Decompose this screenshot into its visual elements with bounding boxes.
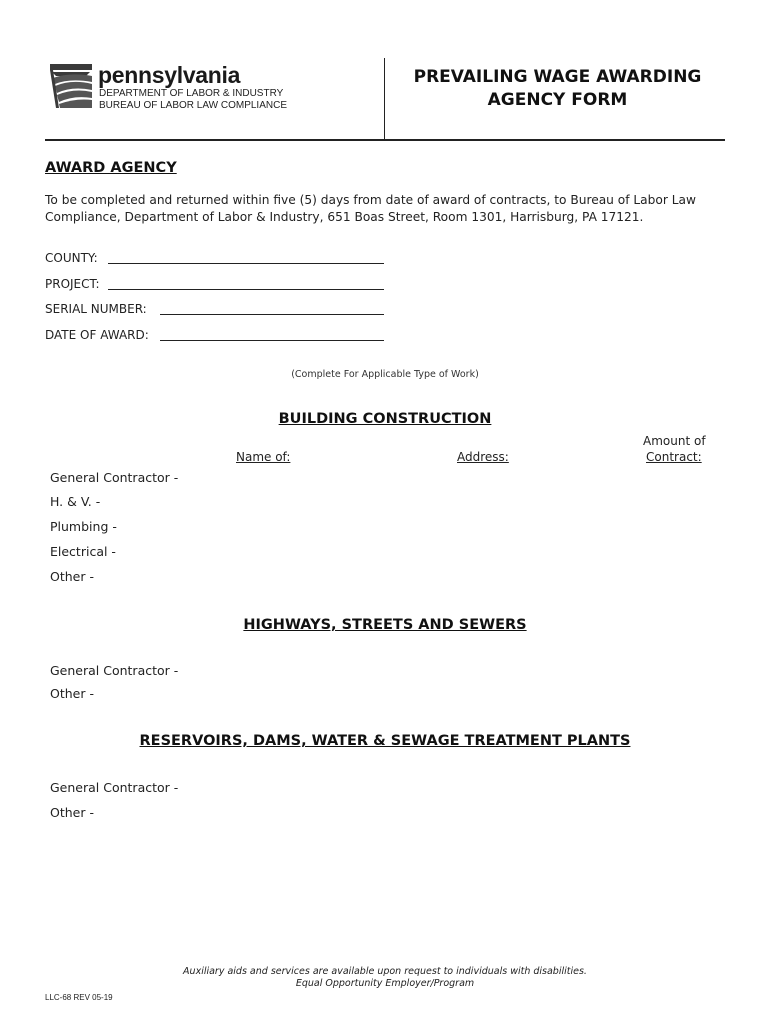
building-row-other: Other - bbox=[50, 569, 94, 584]
applicable-work-note: (Complete For Applicable Type of Work) bbox=[291, 369, 479, 380]
highways-heading: HIGHWAYS, STREETS AND SEWERS bbox=[243, 617, 527, 633]
highways-row-other: Other - bbox=[50, 686, 94, 701]
form-title bbox=[390, 66, 725, 112]
county-field[interactable] bbox=[108, 263, 384, 264]
logo-wordmark: pennsylvania bbox=[98, 62, 241, 88]
building-row-electrical: Electrical - bbox=[50, 544, 116, 559]
logo-bureau-line: BUREAU OF LABOR LAW COMPLIANCE bbox=[99, 100, 287, 111]
header-divider-horizontal bbox=[45, 139, 725, 141]
form-number: LLC-68 REV 05-19 bbox=[45, 993, 113, 1002]
serial-number-field[interactable] bbox=[160, 314, 384, 315]
reservoirs-heading: RESERVOIRS, DAMS, WATER & SEWAGE TREATMENT PLANTS bbox=[139, 733, 631, 749]
reservoirs-row-other: Other - bbox=[50, 805, 94, 820]
reservoirs-row-general-contractor: General Contractor - bbox=[50, 780, 179, 795]
header-divider-vertical bbox=[384, 58, 385, 140]
county-label: COUNTY: bbox=[45, 251, 98, 265]
date-of-award-label: DATE OF AWARD: bbox=[45, 328, 149, 342]
building-row-hv: H. & V. - bbox=[50, 494, 101, 509]
form-title-line1: PREVAILING WAGE AWARDING bbox=[413, 67, 702, 87]
column-contract: Contract: bbox=[646, 450, 702, 464]
serial-number-label: SERIAL NUMBER: bbox=[45, 302, 147, 316]
intro-line-2: Compliance, Department of Labor & Industry, 651 Boas Street, Room 1301, Harrisburg, PA 17121. bbox=[45, 210, 644, 224]
highways-row-general-contractor: General Contractor - bbox=[50, 663, 179, 678]
column-amount-of: Amount of bbox=[643, 434, 706, 448]
building-row-plumbing: Plumbing - bbox=[50, 519, 117, 534]
column-address: Address: bbox=[457, 450, 509, 464]
intro-paragraph bbox=[45, 192, 735, 226]
keystone-logo-icon bbox=[48, 62, 94, 110]
award-agency-heading: AWARD AGENCY bbox=[45, 160, 177, 176]
accessibility-statement: Auxiliary aids and services are available upon request to individuals with disabilities. bbox=[183, 966, 587, 977]
column-name-of: Name of: bbox=[236, 450, 291, 464]
equal-opportunity-statement: Equal Opportunity Employer/Program bbox=[295, 978, 475, 989]
project-label: PROJECT: bbox=[45, 277, 100, 291]
logo-department-line: DEPARTMENT OF LABOR & INDUSTRY bbox=[99, 88, 284, 99]
intro-line-1: To be completed and returned within five (5) days from date of award of contracts, to Bureau of Labor Law bbox=[45, 193, 696, 207]
building-row-general-contractor: General Contractor - bbox=[50, 470, 179, 485]
project-field[interactable] bbox=[108, 289, 384, 290]
form-title-line2: AGENCY FORM bbox=[487, 90, 628, 110]
date-of-award-field[interactable] bbox=[160, 340, 384, 341]
building-construction-heading: BUILDING CONSTRUCTION bbox=[278, 411, 492, 427]
